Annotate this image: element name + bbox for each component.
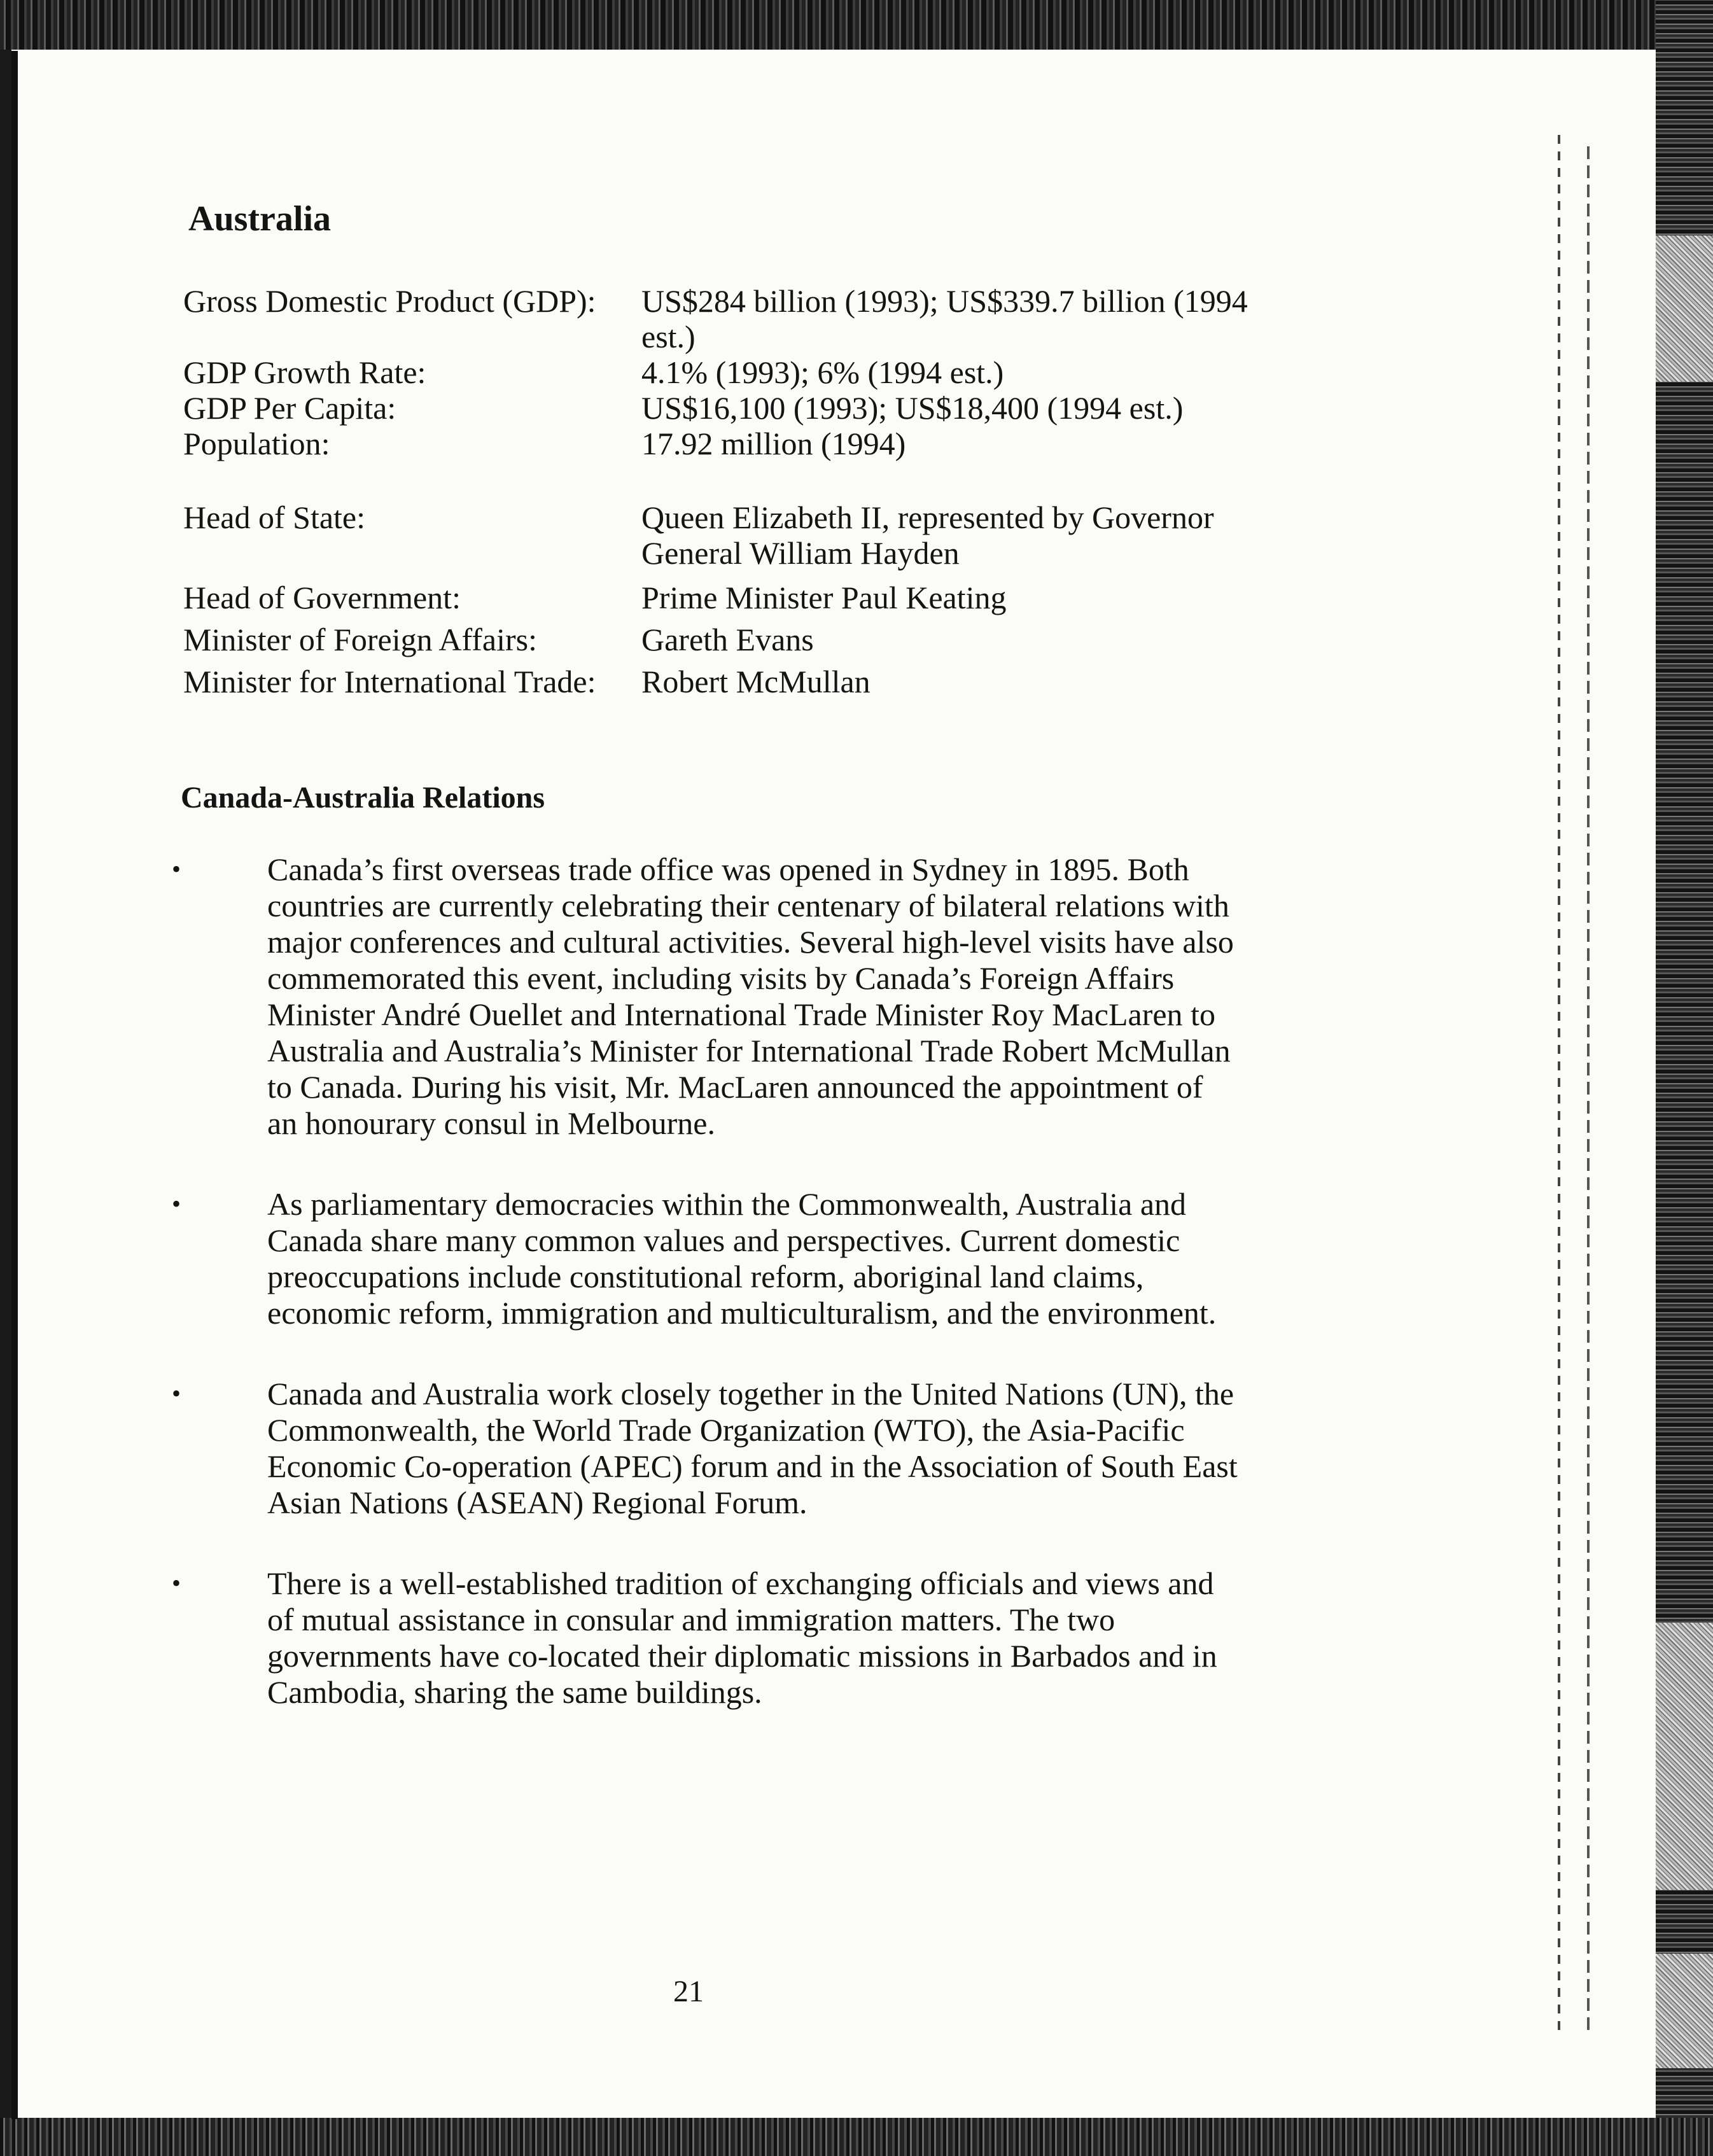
bullet-icon: • — [172, 855, 181, 883]
page-right-edge — [1587, 146, 1590, 2030]
spacer — [183, 615, 1265, 622]
bullet-text: There is a well-established tradition of exchanging officials and views and of mutual assistance in consular and immigration matters. The two governments have co-located their diplomatic missions in Barbados and in Cambodia, sharing the same buildings. — [267, 1565, 1217, 1710]
fact-value: 17.92 million (1994) — [641, 426, 906, 461]
list-item — [172, 1186, 1241, 1331]
official-label: Head of State: — [183, 500, 366, 535]
scan-border-right-highlight — [1656, 235, 1713, 382]
document-title: Australia — [188, 199, 331, 239]
fact-row-population — [183, 426, 1265, 461]
fact-row-gdp-per-capita — [183, 390, 1265, 426]
fact-row-gdp — [183, 283, 1265, 354]
official-value: Gareth Evans — [641, 622, 814, 657]
fact-row-gdp-growth — [183, 354, 1265, 390]
page-right-edge — [1558, 134, 1560, 2030]
list-item — [172, 1376, 1241, 1521]
bullet-text: Canada and Australia work closely together in the United Nations (UN), the Commonwealth, the World Trade Organization (WTO), the Asia-Pacific Economic Co-operation (APEC) forum and in the Association of South East Asian Nations (ASEAN) Regional Forum. — [267, 1376, 1238, 1520]
official-row-head-of-state — [183, 500, 1265, 571]
official-value: Robert McMullan — [641, 664, 870, 699]
country-facts — [183, 283, 1265, 699]
fact-value: 4.1% (1993); 6% (1994 est.) — [641, 354, 1004, 390]
fact-label: Population: — [183, 426, 330, 461]
bullet-text: Canada’s first overseas trade office was opened in Sydney in 1895. Both countries are currently celebrating their centenary of bilateral relations with major conferences and cultural activities. Several high-level visits have also commemorated this event, including visits by Canada’s Foreign Affairs Minister André Ouellet and International Trade Minister Roy MacLaren to Australia and Australia’s Minister for International Trade Robert McMullan to Canada. During his visit, Mr. MacLaren announced the appointment of an honourary consul in Melbourne. — [267, 851, 1234, 1141]
fact-value: US$284 billion (1993); US$339.7 billion (1994 est.) — [641, 283, 1248, 354]
spacer — [183, 571, 1265, 580]
official-label: Minister for International Trade: — [183, 664, 596, 699]
official-row-foreign-affairs — [183, 622, 1265, 657]
scan-border-top — [0, 0, 1713, 50]
official-label: Head of Government: — [183, 580, 461, 615]
bullet-icon: • — [172, 1569, 181, 1597]
fact-label: GDP Per Capita: — [183, 390, 396, 426]
spacer — [183, 657, 1265, 664]
official-value: Prime Minister Paul Keating — [641, 580, 1007, 615]
official-label: Minister of Foreign Affairs: — [183, 622, 537, 657]
scan-border-right-highlight — [1656, 1623, 1713, 1890]
page-number: 21 — [673, 1975, 704, 2008]
scan-border-bottom — [0, 2118, 1713, 2156]
bullet-icon: • — [172, 1379, 181, 1408]
fact-label: Gross Domestic Product (GDP): — [183, 283, 596, 319]
section-heading: Canada-Australia Relations — [181, 781, 545, 815]
relations-bullet-list — [172, 851, 1241, 1755]
fact-value: US$16,100 (1993); US$18,400 (1994 est.) — [641, 390, 1184, 426]
official-value: Queen Elizabeth II, represented by Governor General William Hayden — [641, 500, 1214, 571]
page-left-edge — [11, 51, 18, 2119]
list-item — [172, 851, 1241, 1142]
list-item — [172, 1565, 1241, 1711]
bullet-icon: • — [172, 1189, 181, 1218]
bullet-text: As parliamentary democracies within the Commonwealth, Australia and Canada share many common values and perspectives. Current domestic preoccupations include constitutional reform, aboriginal land claims, economic reform, immigration and multiculturalism, and the environment. — [267, 1186, 1217, 1331]
spacer — [183, 461, 1265, 500]
official-row-head-of-government — [183, 580, 1265, 615]
scan-border-right-highlight — [1656, 1954, 1713, 2068]
fact-label: GDP Growth Rate: — [183, 354, 426, 390]
official-row-international-trade — [183, 664, 1265, 699]
